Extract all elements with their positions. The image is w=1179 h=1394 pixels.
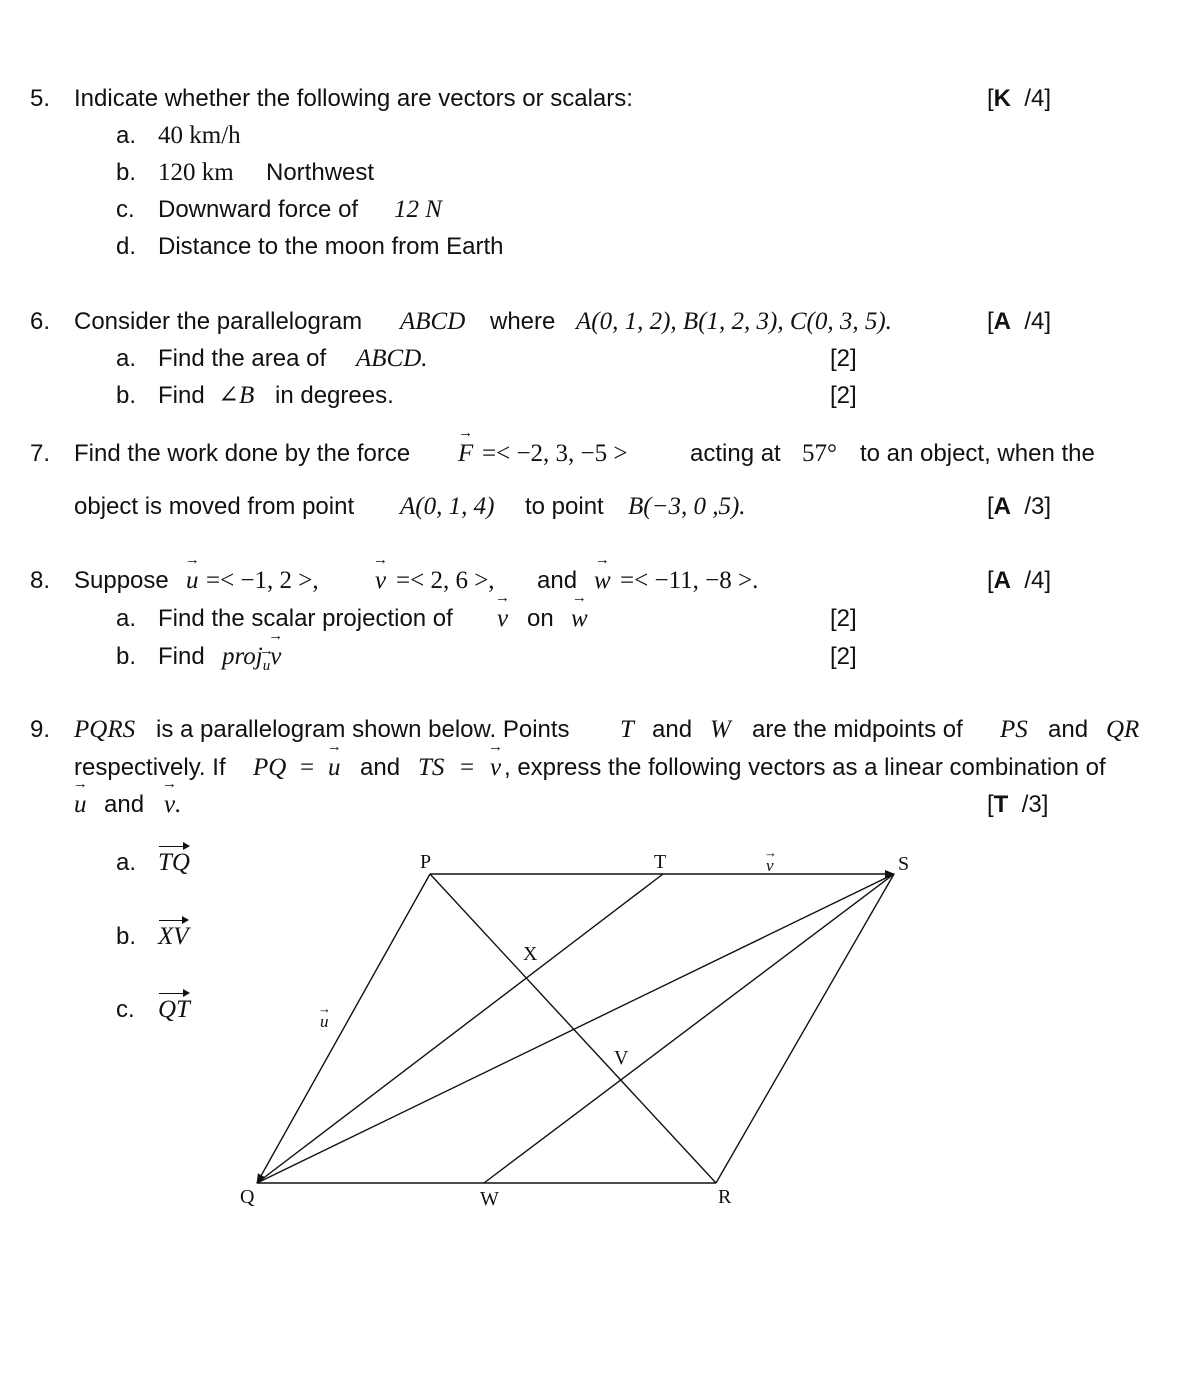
q6-marks: [A /4] (987, 308, 1052, 335)
q8-w-value: =< −11, −8 >. (620, 567, 759, 594)
q8-v-value: =< 2, 6 >, (396, 567, 495, 594)
q9-marks: [T /3] (987, 791, 1049, 818)
q6-shape: ABCD (400, 308, 466, 335)
q6-number: 6. (30, 308, 51, 335)
q6a-text: Find the area of (158, 345, 327, 372)
q9-eq2: = (460, 754, 475, 781)
vector-label-v (764, 845, 777, 875)
q9c-vector: QT (158, 996, 190, 1023)
q5b-text: Northwest (266, 159, 375, 186)
q9-line3-v: → v. (164, 792, 181, 817)
q5-number: 5. (30, 85, 51, 112)
q8-and: and (537, 567, 578, 594)
q9-eq1: = (300, 754, 315, 781)
q9-shape: PQRS (74, 716, 136, 743)
q5d-label: d. (116, 233, 137, 260)
q7-force-symbol: → F (458, 441, 473, 466)
q9-text2: are the midpoints of (752, 716, 963, 743)
q9-and2: and (1048, 716, 1089, 743)
svg-text:v: v (766, 856, 774, 875)
q9a-label: a. (116, 849, 137, 876)
q7-point-b: B(−3, 0 ,5). (628, 493, 746, 520)
q9-T: T (620, 716, 634, 743)
q9-and1: and (652, 716, 693, 743)
q8-suppose: Suppose (74, 567, 169, 594)
q5d-text: Distance to the moon from Earth (158, 233, 504, 260)
label-S: S (898, 853, 910, 875)
vector-label-u (318, 1001, 331, 1031)
q9-PQ: PQ (253, 754, 287, 781)
diagonal-PR (430, 874, 716, 1183)
label-T: T (654, 851, 667, 873)
q9-text1: is a parallelogram shown below. Points (156, 716, 570, 743)
q8a-label: a. (116, 605, 137, 632)
label-V: V (614, 1047, 629, 1069)
diagonal-QS (257, 874, 894, 1183)
q6b-text: Find (158, 382, 205, 409)
q7-text4: object is moved from point (74, 493, 355, 520)
q7-text2: acting at (690, 440, 781, 467)
svg-text:→: → (318, 1001, 331, 1016)
q7-text5: to point (525, 493, 604, 520)
segment-QT (257, 874, 663, 1183)
q6b-marks: [2] (830, 382, 857, 409)
q9-and3: and (360, 754, 401, 781)
q6-points: A(0, 1, 2), B(1, 2, 3), C(0, 3, 5). (576, 308, 892, 335)
q7-marks: [A /3] (987, 493, 1052, 520)
label-P: P (420, 851, 432, 873)
q9b-vector: XV (158, 923, 189, 950)
label-X: X (523, 943, 538, 965)
q8-w-symbol: → w (594, 568, 611, 593)
label-R: R (718, 1186, 732, 1208)
q5a-math: 40 km/h (158, 122, 241, 149)
q5-marks: [K /4] (987, 85, 1052, 112)
q7-force-value: =< −2, 3, −5 > (482, 440, 628, 467)
q8-number: 8. (30, 567, 51, 594)
q5-text: Indicate whether the following are vectors or scalars: (74, 85, 633, 112)
q8b-label: b. (116, 643, 137, 670)
q6b-math: ∠B (218, 382, 255, 409)
side-PQ (257, 874, 430, 1183)
q9-PS: PS (1000, 716, 1028, 743)
q8a-text: Find the scalar projection of (158, 605, 453, 632)
q8a-marks: [2] (830, 605, 857, 632)
q8b-proj: proj→ $_u$→ v (222, 644, 281, 674)
q9-line3-u: → u (74, 792, 87, 817)
q9-QR: QR (1106, 716, 1140, 743)
q9a-vector: TQ (158, 849, 190, 876)
q9-W: W (710, 716, 731, 743)
q9-TS: TS (418, 754, 445, 781)
svg-text:u: u (320, 1012, 329, 1031)
q8b-text: Find (158, 643, 205, 670)
q8-u-value: =< −1, 2 >, (206, 567, 319, 594)
q9-line3-and: and (104, 791, 145, 818)
q6a-math: ABCD. (356, 345, 428, 372)
q9-text3: respectively. If (74, 754, 226, 781)
q8-v-symbol: → v (375, 568, 386, 593)
q5b-math: 120 km (158, 159, 234, 186)
q9-number: 9. (30, 716, 51, 743)
q9b-label: b. (116, 923, 137, 950)
q6-text-pre: Consider the parallelogram (74, 308, 363, 335)
q5b-label: b. (116, 159, 137, 186)
q8a-v: → v (497, 606, 508, 631)
q9-v: → v (490, 755, 501, 780)
svg-text:→: → (764, 845, 777, 860)
q8a-on: on (527, 605, 554, 632)
q9c-label: c. (116, 996, 135, 1023)
q7-number: 7. (30, 440, 51, 467)
q6a-label: a. (116, 345, 137, 372)
q5a-label: a. (116, 122, 137, 149)
side-RS (716, 874, 894, 1183)
q5c-label: c. (116, 196, 135, 223)
q7-text1: Find the work done by the force (74, 440, 411, 467)
q5c-text: Downward force of (158, 196, 359, 223)
label-W: W (480, 1188, 499, 1210)
q8a-w: → w (571, 606, 588, 631)
label-Q: Q (240, 1186, 255, 1208)
q9-u: → u (328, 755, 341, 780)
q8b-marks: [2] (830, 643, 857, 670)
q6-text-mid: where (490, 308, 556, 335)
q7-angle: 57° (802, 440, 837, 467)
q7-point-a: A(0, 1, 4) (400, 493, 495, 520)
q6a-marks: [2] (830, 345, 857, 372)
q6b-text2: in degrees. (275, 382, 394, 409)
segment-WS (484, 874, 894, 1183)
q9-text4: , express the following vectors as a linear combination of (504, 754, 1106, 781)
q8-marks: [A /4] (987, 567, 1052, 594)
q7-text3: to an object, when the (860, 440, 1095, 467)
q6b-label: b. (116, 382, 137, 409)
q8-u-symbol: → u (186, 568, 199, 593)
q5c-math: 12 N (394, 196, 442, 223)
